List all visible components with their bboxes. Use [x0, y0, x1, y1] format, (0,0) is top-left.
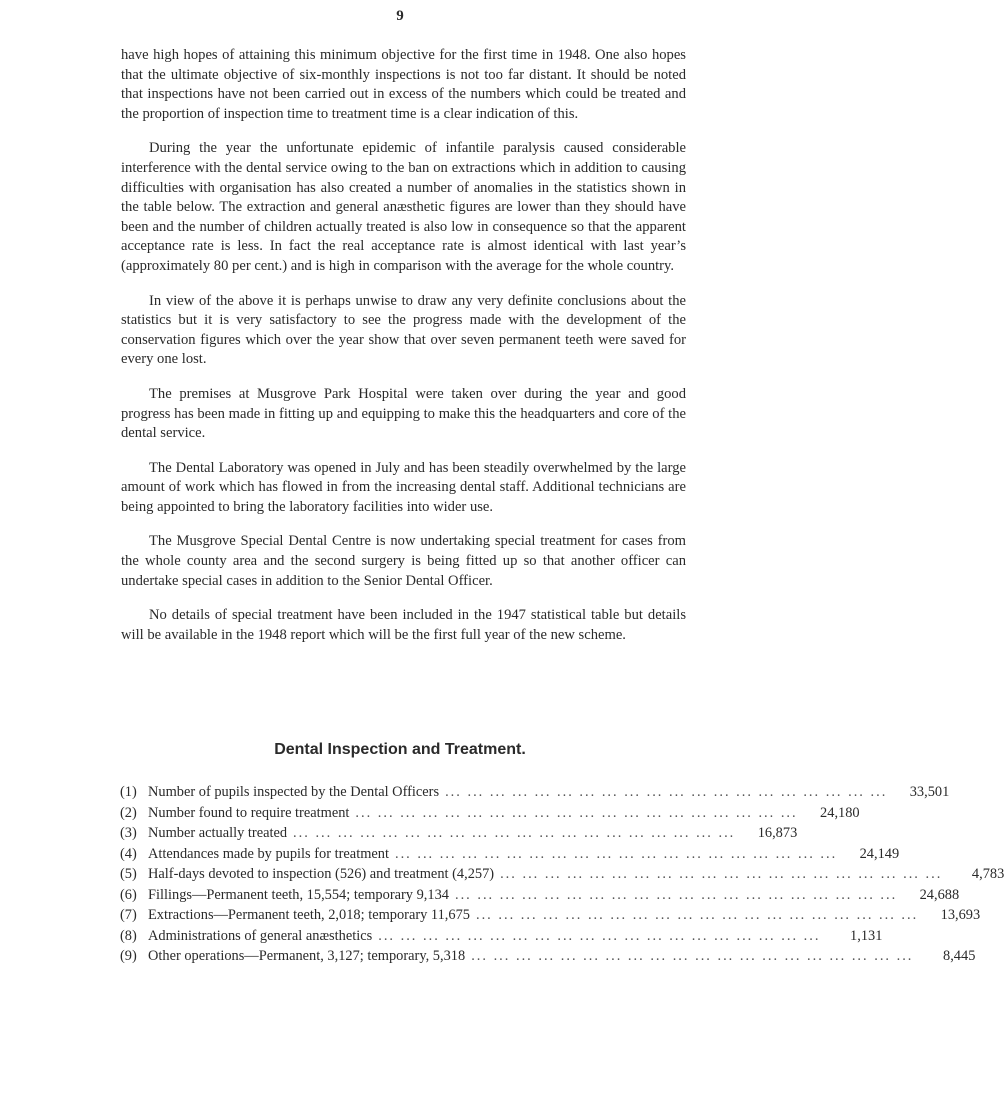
paragraph-7: No details of special treatment have been included in the 1947 statistical table but details will be available in the 1948 report which will be the first full year of the new scheme.: [121, 607, 686, 643]
paragraph-2: During the year the unfortunate epidemic of infantile paralysis caused considerable interference with the dental service owing to the ban on extractions which in addition to causing difficulties with organisation has also created a number of anomalies in the statistics shown in the table below. The extraction and general anæsthetic figures are lower than they should have been and the number of children actually treated is also low in consequence so that the apparent acceptance rate is less. In fact the real acceptance rate is almost identical with last year’s (approximately 80 per cent.) and is high in comparison with the average for the whole country.: [121, 140, 686, 274]
stats-row-number: (5): [120, 866, 137, 882]
stats-row-value: 16,873: [757, 825, 798, 841]
section-title: Dental Inspection and Treatment.: [274, 741, 526, 758]
stats-row-number: (6): [120, 886, 137, 903]
stats-row-number: (1): [120, 784, 137, 800]
leader-dots: ... ... ... ... ... ... ... ... ... ... ... ... ... ... ... ... ... ... ... ...: [475, 907, 919, 923]
stats-row-number: (8): [120, 927, 137, 944]
stats-row-value: 24,149: [859, 845, 900, 862]
stats-row-value: 8,445: [943, 948, 976, 964]
stats-row-label: Attendances made by pupils for treatment: [148, 845, 389, 862]
stats-row: [120, 927, 883, 949]
stats-row-label: Other operations—Permanent, 3,127; temporary, 5,318: [148, 948, 466, 964]
leader-dots: ... ... ... ... ... ... ... ... ... ... ... ... ... ... ... ... ... ... ... ...: [394, 845, 838, 862]
stats-row: [120, 784, 950, 805]
stats-row-label: Administrations of general anæsthetics: [148, 927, 373, 944]
stats-row: [120, 866, 1004, 887]
stats-row-value: 1,131: [850, 927, 883, 944]
stats-row: [120, 845, 900, 867]
stats-row-label: Fillings—Permanent teeth, 15,554; temporary 9,134: [148, 886, 449, 903]
stats-row-number: (2): [120, 804, 137, 821]
stats-row-number: (9): [120, 948, 137, 964]
leader-dots: ... ... ... ... ... ... ... ... ... ... ... ... ... ... ... ... ... ... ... ...: [445, 784, 888, 800]
paragraph-1: have high hopes of attaining this minimum objective for the first time in 1948. One also hopes that the ultimate objective of six-monthly inspections is not too far distant. It should be noted that inspections have not been carried out in excess of the numbers which could be treated and the proportion of inspection time to treatment time is a clear indication of this.: [121, 47, 686, 122]
body-text: [121, 46, 686, 660]
stats-row-value: 24,688: [919, 886, 960, 903]
paragraph-3: In view of the above it is perhaps unwise to draw any very definite conclusions about the statistics but it is very satisfactory to see the progress made with the development of the conservation figures which over the year show that over seven permanent teeth were saved for every one lost.: [121, 292, 686, 368]
leader-dots: ... ... ... ... ... ... ... ... ... ... ... ... ... ... ... ... ... ... ... ...: [500, 866, 943, 882]
leader-dots: ... ... ... ... ... ... ... ... ... ... ... ... ... ... ... ... ... ... ... ...: [471, 948, 914, 964]
leader-dots: ... ... ... ... ... ... ... ... ... ... ... ... ... ... ... ... ... ... ... ...: [454, 886, 898, 903]
stats-row-label: Number found to require treatment: [148, 804, 350, 821]
paragraph-5: The Dental Laboratory was opened in July and has been steadily overwhelmed by the large amount of work which has flowed in from the increasing dental staff. Additional technicians are being appointed to bring the laboratory facilities into wider use.: [121, 459, 686, 515]
leader-dots: ... ... ... ... ... ... ... ... ... ... ... ... ... ... ... ... ... ... ... ...: [355, 804, 798, 821]
stats-row: [120, 825, 798, 846]
stats-row: [120, 804, 860, 826]
stats-row-label: Extractions—Permanent teeth, 2,018; temporary 11,675: [148, 907, 470, 923]
leader-dots: ... ... ... ... ... ... ... ... ... ... ... ... ... ... ... ... ... ... ... ...: [293, 825, 736, 841]
stats-row-value: 13,693: [940, 907, 981, 923]
stats-row-label: Number of pupils inspected by the Dental Officers: [148, 784, 440, 800]
dental-statistics-list: [120, 784, 1004, 969]
paragraph-6: The Musgrove Special Dental Centre is now undertaking special treatment for cases from the whole county area and the second surgery is being fitted up so that another officer can undertake special cases in addition to the Senior Dental Officer.: [121, 533, 686, 589]
stats-row: [120, 907, 981, 928]
stats-row: [120, 948, 976, 969]
stats-row-number: (4): [120, 845, 137, 862]
leader-dots: ... ... ... ... ... ... ... ... ... ... ... ... ... ... ... ... ... ... ... ...: [378, 927, 821, 944]
paragraph-4: The premises at Musgrove Park Hospital were taken over during the year and good progress has been made in fitting up and equipping to make this the headquarters and core of the dental service.: [121, 385, 686, 442]
stats-row-value: 4,783: [971, 866, 1004, 882]
stats-row-value: 33,501: [909, 784, 950, 800]
stats-row-value: 24,180: [820, 804, 860, 821]
page-number: 9: [396, 8, 404, 24]
stats-row-number: (3): [120, 825, 137, 841]
stats-row: [120, 886, 960, 908]
stats-row-label: Number actually treated: [148, 825, 288, 841]
stats-row-number: (7): [120, 907, 137, 923]
stats-row-label: Half-days devoted to inspection (526) and treatment (4,257): [148, 866, 495, 882]
